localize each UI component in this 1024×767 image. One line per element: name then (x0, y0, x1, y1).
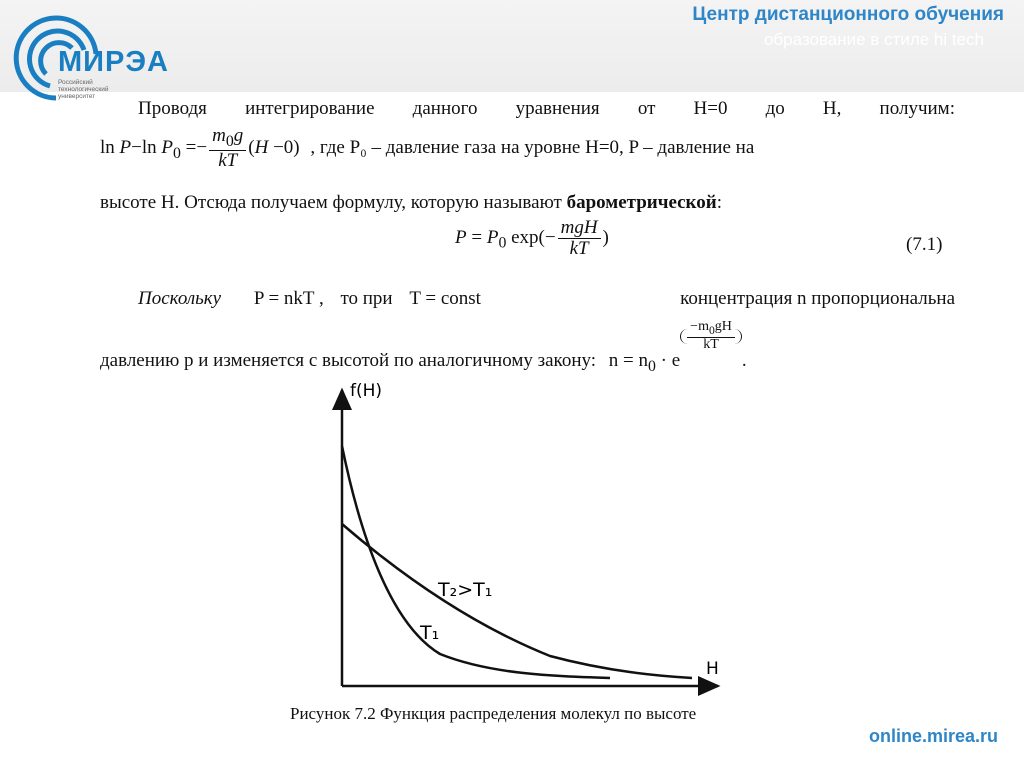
center-title: Центр дистанционного обучения (692, 4, 1004, 25)
distribution-figure (320, 374, 730, 704)
formula-n-exp: $n = n_0 \cdot e$ $^{\frac{-m_0gH}{kT}}$ . (608, 319, 747, 375)
curve-t1 (342, 446, 610, 678)
paragraph-concentration: Поскольку P = nkT , то при T = const концентрация n пропорциональна (138, 288, 955, 309)
footer-url[interactable]: online.mirea.ru (868, 726, 998, 746)
x-axis-label: H (706, 659, 719, 679)
header-bar (0, 0, 1024, 100)
y-axis-label: f(H) (350, 381, 383, 401)
equation-number: (7.1) (906, 234, 943, 255)
label-t2-gt-t1: T₂>T₁ (438, 579, 493, 601)
paragraph-barometric: высоте H. Отсюда получаем формулу, которую называют барометрической: (100, 192, 722, 213)
formula-fraction: $\frac{m_0g}{kT}$ (209, 126, 246, 171)
formula-barometric: $P = P_0$ exp(− $\frac{\text{mgH}}{kT}$ ) (455, 217, 609, 259)
formula-pnkt: P = nkT , (253, 288, 324, 309)
paragraph-law: давлению p и изменяется с высотой по аналогичному закону: $n = n_0 \cdot e$ $^{\frac{-m_0gH}{kT}}$ . (100, 319, 747, 375)
label-t1: T₁ (420, 622, 440, 644)
term-barometric: барометрической (566, 192, 717, 213)
logo-name: МИРЭА (58, 46, 169, 78)
paragraph-integration: Проводя интегрирование данного уравнения от H=0 до H, получим: (138, 98, 955, 119)
formula-ln: ln P−ln $P_0$ =− (100, 137, 208, 162)
center-subtitle: образование в стиле hi tech (763, 30, 984, 49)
logo-subtitle: Российский технологический университет (58, 79, 109, 100)
figure-caption: Рисунок 7.2 Функция распределения молекул по высоте (290, 704, 697, 723)
paragraph-p0-desc: , где P₀ – давление газа на уровне H=0, P – давление на (310, 137, 755, 159)
formula-line-1: ln P−ln $P_0$ =− $\frac{m_0g}{kT}$ (H −0) , где P₀ – давление газа на уровне H=0, P – давление на (100, 125, 755, 172)
formula-tconst: T = const (409, 288, 481, 309)
